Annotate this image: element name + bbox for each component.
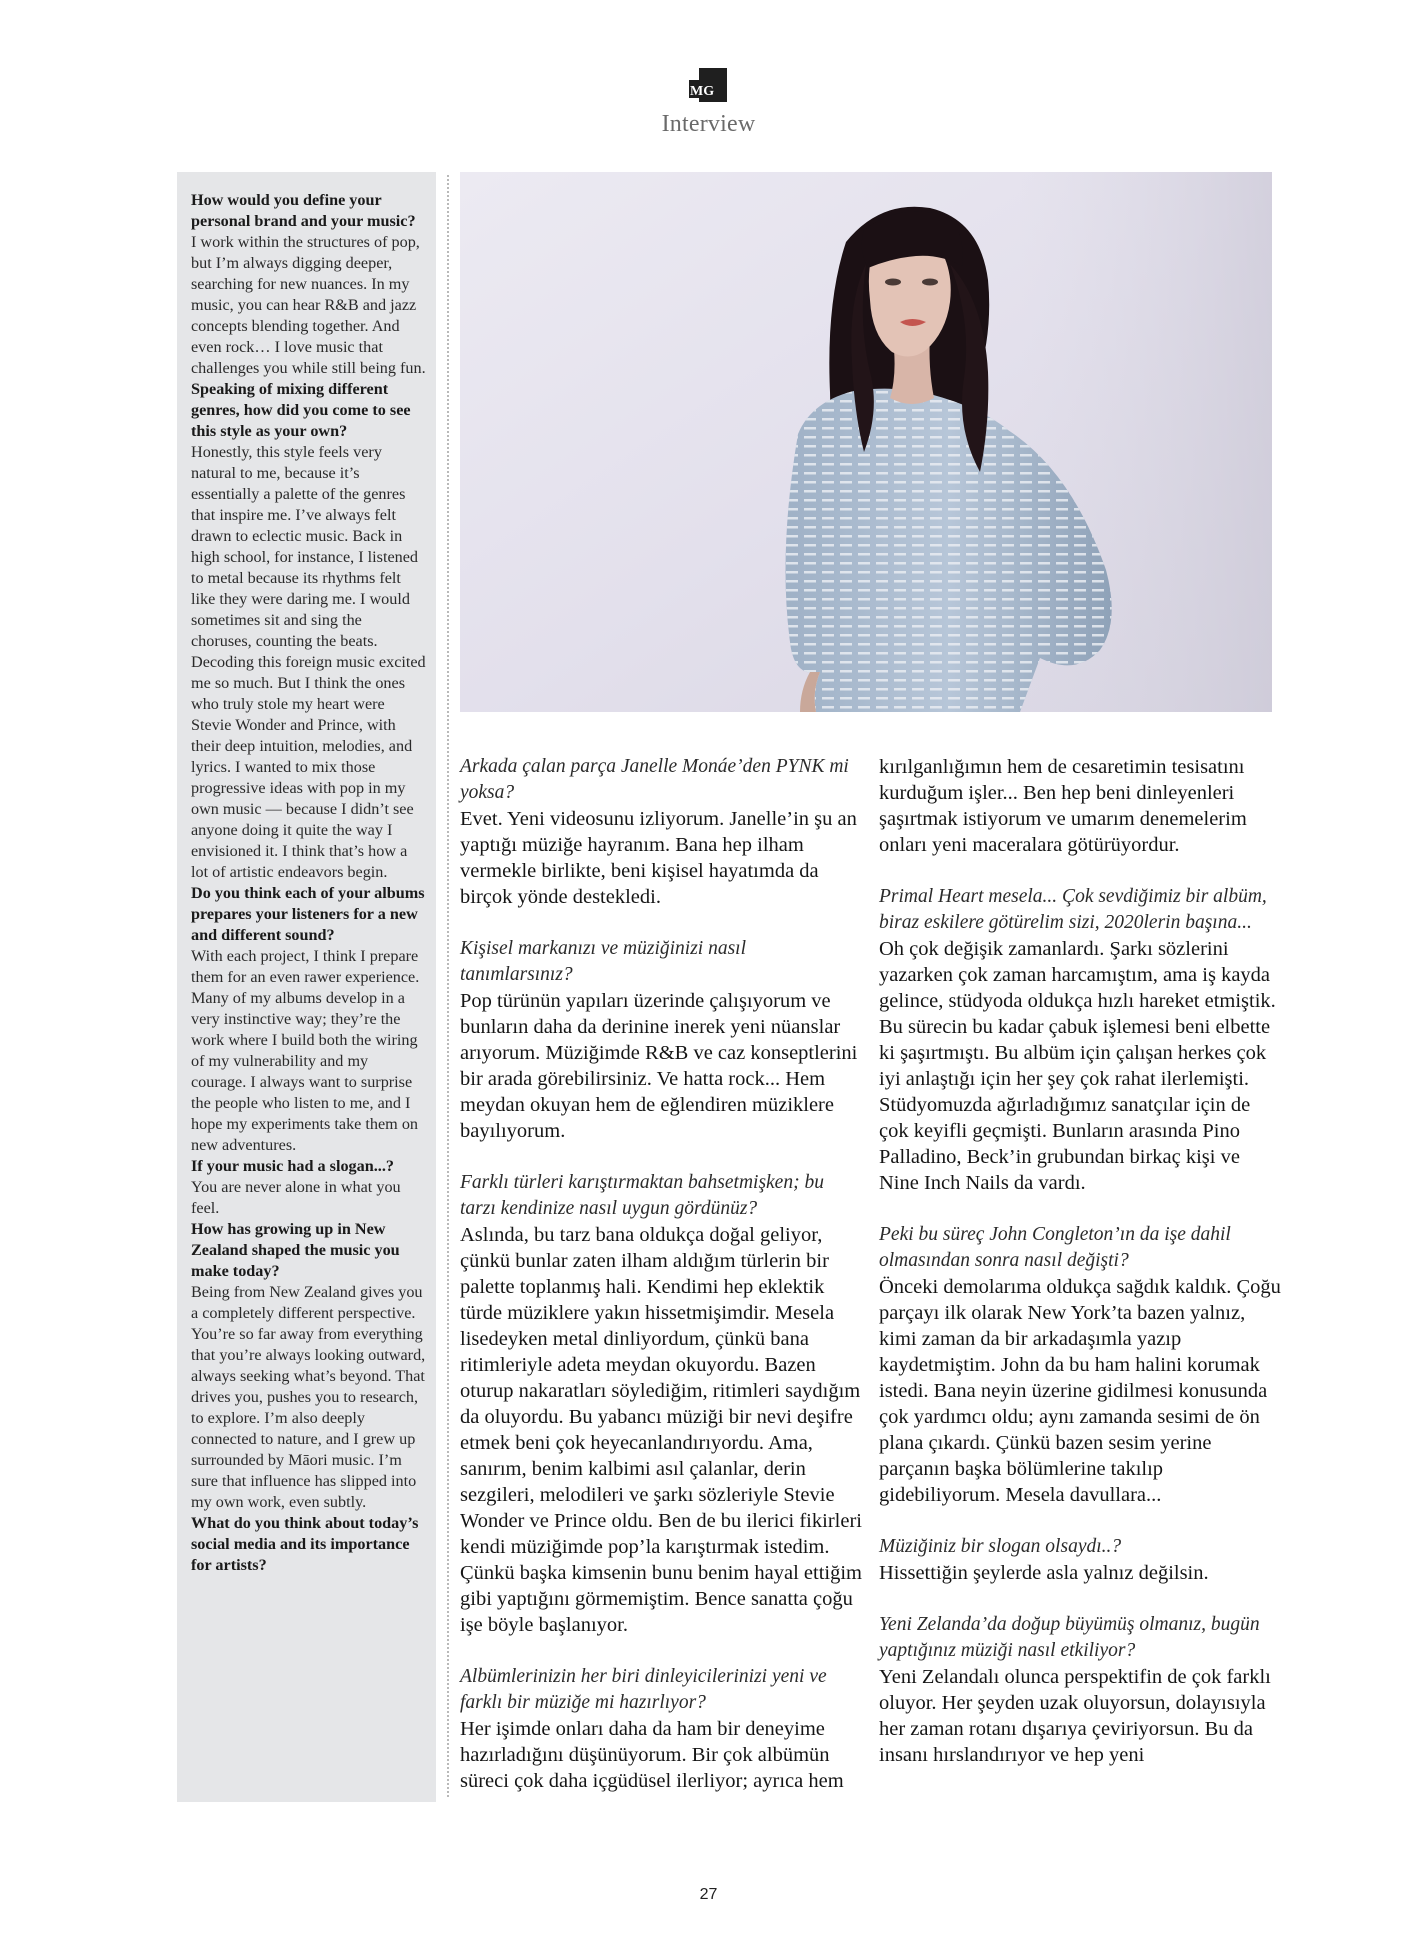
sidebar-answer: Being from New Zealand gives you a completely different perspective. You’re so far away from everything that you’re always looking outward, always seeking what’s beyond. That drives you, pushes you to research, to explore. I’m also deeply connected to nature, and I grew up surrounded by Māori music. I’m sure that influence has slipped into my own work, even subtly. [191, 1283, 426, 1511]
interview-answer: Aslında, bu tarz bana oldukça doğal geliyor, çünkü bunlar zaten ilham aldığım türlerin bir palette toplanmış hali. Kendimi hep eklektik türde müziklere yakın hissetmişimdir. Mesela lisedeyken metal dinliyordum, çünkü bana ritimleriyle adeta meydan okuyordu. Bazen oturup nakaratları söylediğim, ritimleri saydığım da oluyordu. Bu yabancı müziği bir nevi deşifre etmek beni çok heyecanlandırıyordu. Ama, sanırım, benim kalbimi asıl çalanlar, derin sezgileri, melodileri ve şarkı sözleriyle Stevie Wonder ve Prince oldu. Ben de bu ilerici fikirleri kendi müziğimde pop’la karıştırmak istedim. Çünkü başka kimsenin bunu benim hayal ettiğim gibi yaptığını görmemiştim. Bence sanatta çoğu işe böyle başlanıyor. [460, 1224, 862, 1636]
interview-answer: Evet. Yeni videosunu izliyorum. Janelle’in şu an yaptığı müziğe hayranım. Bana hep ilham vermekle birlikte, beni kişisel hayatımda da birçok yönde destekledi. [460, 808, 857, 908]
interview-answer: Oh çok değişik zamanlardı. Şarkı sözlerini yazarken çok zaman harcamıştım, ama iş kayda gelince, stüdyoda oldukça hızlı hareket etmiştik. Bu sürecin bu kadar çabuk işlemesi beni elbette ki şaşırtmıştı. Bu albüm için çalışan herkes çok iyi anlaştığı için her şey çok rahat ilerlemişti. Stüdyomuzda ağırladığımız sanatçılar için de çok keyifli geçmişti. Bunların arasında Pino Palladino, Beck’in grubundan birkaç kişi ve Nine Inch Nails da vardı. [879, 938, 1276, 1194]
sidebar-question: How has growing up in New Zealand shaped the music you make today? [191, 1220, 400, 1280]
turkish-column-right [879, 754, 1281, 1794]
sidebar-question: How would you define your personal brand and your music? [191, 191, 416, 230]
mg-logo-icon [687, 62, 731, 104]
interview-qa [460, 936, 862, 1144]
portrait-photo [460, 172, 1272, 712]
interview-qa [879, 1612, 1281, 1768]
interview-qa [460, 1664, 862, 1794]
interview-qa [879, 1534, 1281, 1586]
sidebar-question: Do you think each of your albums prepares your listeners for a new and different sound? [191, 884, 425, 944]
sidebar-answer: I work within the structures of pop, but I’m always digging deeper, searching for new nuances. In my music, you can hear R&B and jazz concepts blending together. And even rock… I love music that challenges you while still being fun. [191, 233, 426, 377]
turkish-column-left [460, 754, 862, 1820]
interview-answer: Pop türünün yapıları üzerinde çalışıyorum ve bunların daha da derinine inerek yeni nüanslar arıyorum. Müziğimde R&B ve caz konseptlerini bir arada görebilirsiniz. Ve hatta rock... Hem meydan okuyan hem de eğlendiren müziklere bayılıyorum. [460, 990, 858, 1142]
interview-question: Albümlerinizin her biri dinleyicilerinizi yeni ve farklı bir müziğe mi hazırlıyor? [460, 1666, 827, 1713]
column-divider [447, 175, 449, 1797]
interview-question: Primal Heart mesela... Çok sevdiğimiz bir albüm, biraz eskilere götürelim sizi, 2020lerin başına... [879, 886, 1267, 933]
interview-qa [879, 884, 1281, 1196]
interview-answer: Yeni Zelandalı olunca perspektifin de çok farklı oluyor. Her şeyden uzak oluyorsun, dolayısıyla her zaman rotanı dışarıya çeviriyorsun. Bu da insanı hırslandırıyor ve hep yeni [879, 1666, 1271, 1766]
interview-qa [460, 754, 862, 910]
page-number: 27 [699, 1886, 718, 1903]
interview-question: Müziğiniz bir slogan olsaydı..? [879, 1536, 1122, 1557]
sidebar-qa [191, 1219, 426, 1513]
interview-question: Kişisel markanızı ve müziğinizi nasıl tanımlarsınız? [460, 938, 747, 985]
interview-answer: Her işimde onları daha da ham bir deneyime hazırladığını düşünüyorum. Bir çok albümün süreci çok daha içgüdüsel ilerliyor; ayrıca hem [460, 1718, 844, 1792]
sidebar-english-interview [177, 172, 436, 1802]
interview-qa [460, 1170, 862, 1638]
logo-text: MG [689, 84, 714, 99]
sidebar-qa [191, 1513, 426, 1576]
section-title: Interview [661, 111, 756, 137]
page-header [0, 62, 1417, 138]
sidebar-qa [191, 883, 426, 1156]
sidebar-answer: You are never alone in what you feel. [191, 1178, 401, 1217]
interview-answer: Hissettiğin şeylerde asla yalnız değilsin. [879, 1562, 1209, 1584]
interview-question: Arkada çalan parça Janelle Monáe’den PYNK mi yoksa? [460, 756, 849, 803]
interview-answer: kırılganlığımın hem de cesaretimin tesisatını kurduğum işler... Ben hep beni dinleyenleri şaşırtmak istiyorum ve umarım denemelerim onları yeni maceralara götürüyordur. [879, 756, 1247, 856]
interview-qa [879, 754, 1281, 858]
sidebar-question: If your music had a slogan...? [191, 1157, 394, 1175]
sidebar-qa [191, 379, 426, 883]
interview-question: Peki bu süreç John Congleton’ın da işe dahil olmasından sonra nasıl değişti? [879, 1224, 1231, 1271]
interview-question: Farklı türleri karıştırmaktan bahsetmişken; bu tarzı kendinize nasıl uygun gördünüz? [460, 1172, 824, 1219]
sidebar-question: What do you think about today’s social media and its importance for artists? [191, 1514, 419, 1574]
sidebar-qa [191, 1156, 426, 1219]
interview-qa [879, 1222, 1281, 1508]
interview-question: Yeni Zelanda’da doğup büyümüş olmanız, bugün yaptığınız müziği nasıl etkiliyor? [879, 1614, 1260, 1661]
sidebar-qa [191, 190, 426, 379]
sidebar-answer: With each project, I think I prepare them for an even rawer experience. Many of my albums develop in a very instinctive way; they’re the work where I build both the wiring of my vulnerability and my courage. I always want to surprise the people who listen to me, and I hope my experiments take them on new adventures. [191, 947, 420, 1154]
sidebar-answer: Honestly, this style feels very natural to me, because it’s essentially a palette of the genres that inspire me. I’ve always felt drawn to eclectic music. Back in high school, for instance, I listened to metal because its rhythms felt like they were daring me. I would sometimes sit and sing the choruses, counting the beats. Decoding this foreign music excited me so much. But I think the ones who truly stole my heart were Stevie Wonder and Prince, with their deep intuition, melodies, and lyrics. I wanted to mix those progressive ideas with pop in my own music — because I didn’t see anyone doing it quite the way I envisioned it. I think that’s how a lot of artistic endeavors begin. [191, 443, 426, 881]
sidebar-question: Speaking of mixing different genres, how did you come to see this style as your own? [191, 380, 411, 440]
interview-answer: Önceki demolarıma oldukça sağdık kaldık. Çoğu parçayı ilk olarak New York’ta bazen yalnız, kimi zaman da bir arkadaşımla yazıp kaydetmiştim. John da bu ham halini korumak istedi. Bana neyin üzerine gidilmesi konusunda çok yardımcı oldu; aynı zamanda sesimi de ön plana çıkardı. Çünkü bazen sesim yerine parçanın başka bölümlerine takılıp gidebiliyorum. Mesela davullara... [879, 1276, 1281, 1506]
